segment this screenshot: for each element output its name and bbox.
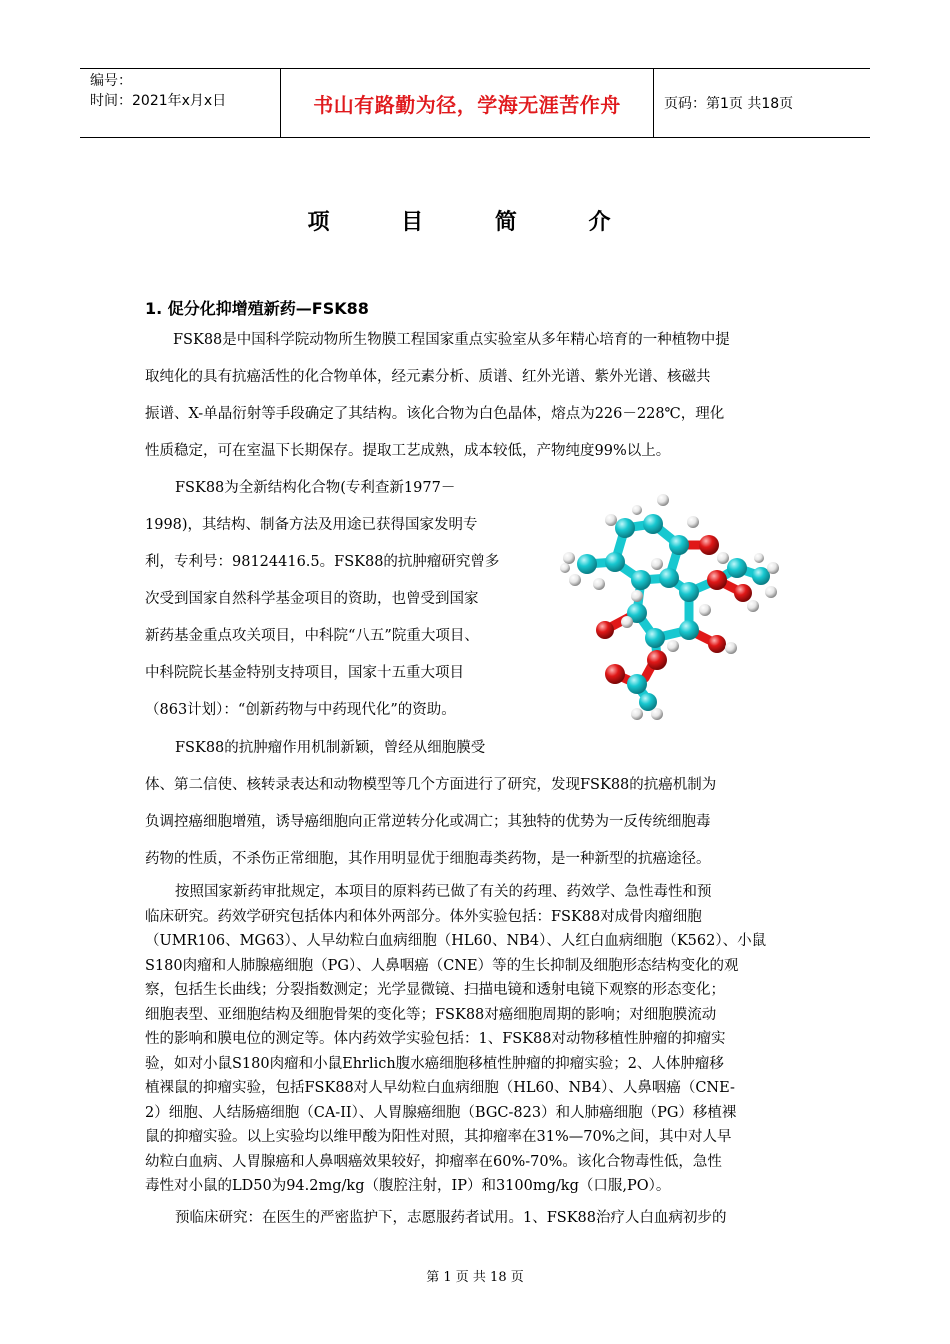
paragraph-line: 按照国家新药审批规定，本项目的原料药已做了有关的药理、药效学、急性毒性和预 — [175, 884, 712, 900]
paragraph-line: （863计划）：“创新药物与中药现代化”的资助。 — [145, 702, 456, 718]
paragraph-line: 毒性对小鼠的LD50为94.2mg/kg（腹腔注射，IP）和3100mg/kg（口服,PO）。 — [145, 1178, 671, 1194]
header-page-info: 页码：第1页 共18页 — [664, 96, 794, 112]
paragraph-line: 中科院院长基金特别支持项目，国家十五重大项目 — [145, 665, 464, 681]
paragraph-line: 次受到国家自然科学基金项目的资助，也曾受到国家 — [145, 591, 479, 607]
paragraph-line: 振谱、X-单晶衍射等手段确定了其结构。该化合物为白色晶体，熔点为226－228℃，理化 — [145, 406, 725, 422]
paragraph-line: 细胞表型、亚细胞结构及细胞骨架的变化等；FSK88对癌细胞周期的影响；对细胞膜流动 — [145, 1006, 717, 1023]
paragraph-line: 1998)，其结构、制备方法及用途已获得国家发明专 — [145, 517, 478, 533]
paragraph-5 — [145, 1206, 807, 1231]
paragraph-line: 幼粒白血病、人胃腺癌和人鼻咽癌效果较好，抑瘤率在60%-70%。该化合物毒性低，急性 — [145, 1153, 722, 1170]
section-heading: 1. 促分化抑增殖新药—FSK88 — [145, 299, 369, 318]
paragraph-line: 负调控癌细胞增殖，诱导癌细胞向正常逆转分化或凋亡；其独特的优势为一反传统细胞毒 — [145, 814, 711, 830]
paragraph-line: 鼠的抑瘤实验。以上实验均以维甲酸为阳性对照，其抑瘤率在31%—70%之间，其中对人早 — [145, 1129, 732, 1145]
header-motto: 书山有路勤为径，学海无涯苦作舟 — [280, 69, 654, 137]
paragraph-line: 察，包括生长曲线；分裂指数测定；光学显微镜、扫描电镜和透射电镜下观察的形态变化； — [145, 982, 725, 998]
paragraph-4 — [145, 880, 807, 1199]
paragraph-3 — [145, 730, 807, 878]
header-date-label: 时间：2021年x月x日 — [90, 93, 227, 109]
paragraph-line: （UMR106、MG63）、人早幼粒白血病细胞（HL60、NB4）、人红白血病细胞（K562）、小鼠 — [145, 933, 767, 949]
paragraph-1 — [145, 322, 807, 470]
paragraph-line: 新药基金重点攻关项目，中科院“八五”院重大项目、 — [145, 628, 479, 644]
paragraph-line: FSK88是中国科学院动物所生物膜工程国家重点实验室从多年精心培育的一种植物中提 — [173, 332, 730, 348]
paragraph-line: 验，如对小鼠S180肉瘤和小鼠Ehrlich腹水癌细胞移植性肿瘤的抑瘤实验；2、人体肿瘤移 — [145, 1055, 724, 1072]
paragraph-line: 性的影响和膜电位的测定等。体内药效学实验包括：1、FSK88对动物移植性肿瘤的抑瘤实 — [145, 1031, 726, 1047]
molecule-image — [545, 488, 785, 723]
document-title: 项 目 简 介 — [307, 210, 643, 235]
paragraph-line: 2）细胞、人结肠癌细胞（CA-II）、人胃腺癌细胞（BGC-823）和人肺癌细胞（PG）移植裸 — [145, 1104, 737, 1121]
paragraph-line: 取纯化的具有抗癌活性的化合物单体，经元素分析、质谱、红外光谱、紫外光谱、核磁共 — [145, 369, 711, 385]
paragraph-line: 临床研究。药效学研究包括体内和体外两部分。体外实验包括：FSK88对成骨肉瘤细胞 — [145, 908, 702, 925]
paragraph-line: 植裸鼠的抑瘤实验，包括FSK88对人早幼粒白血病细胞（HL60、NB4）、人鼻咽癌（CNE- — [145, 1080, 735, 1096]
paragraph-2 — [145, 470, 537, 729]
page-header — [80, 68, 870, 138]
page-footer: 第 1 页 共 18 页 — [426, 1270, 524, 1285]
paragraph-line: 药物的性质，不杀伤正常细胞，其作用明显优于细胞毒类药物，是一种新型的抗癌途径。 — [145, 851, 711, 867]
paragraph-line: FSK88为全新结构化合物(专利查新1977－ — [175, 480, 456, 496]
paragraph-line: FSK88的抗肿瘤作用机制新颖，曾经从细胞膜受 — [175, 740, 486, 756]
paragraph-line: 利，专利号：98124416.5。FSK88的抗肿瘤研究曾多 — [145, 554, 500, 570]
paragraph-line: 预临床研究：在医生的严密监护下，志愿服药者试用。1、FSK88治疗人白血病初步的 — [175, 1210, 727, 1226]
paragraph-line: S180肉瘤和人肺腺癌细胞（PG）、人鼻咽癌（CNE）等的生长抑制及细胞形态结构变化的观 — [145, 957, 739, 974]
paragraph-line: 性质稳定，可在室温下长期保存。提取工艺成熟，成本较低，产物纯度99%以上。 — [145, 443, 671, 459]
header-number-label: 编号： — [90, 73, 132, 89]
header-meta — [80, 69, 280, 137]
paragraph-line: 体、第二信使、核转录表达和动物模型等几个方面进行了研究，发现FSK88的抗癌机制为 — [145, 777, 717, 793]
